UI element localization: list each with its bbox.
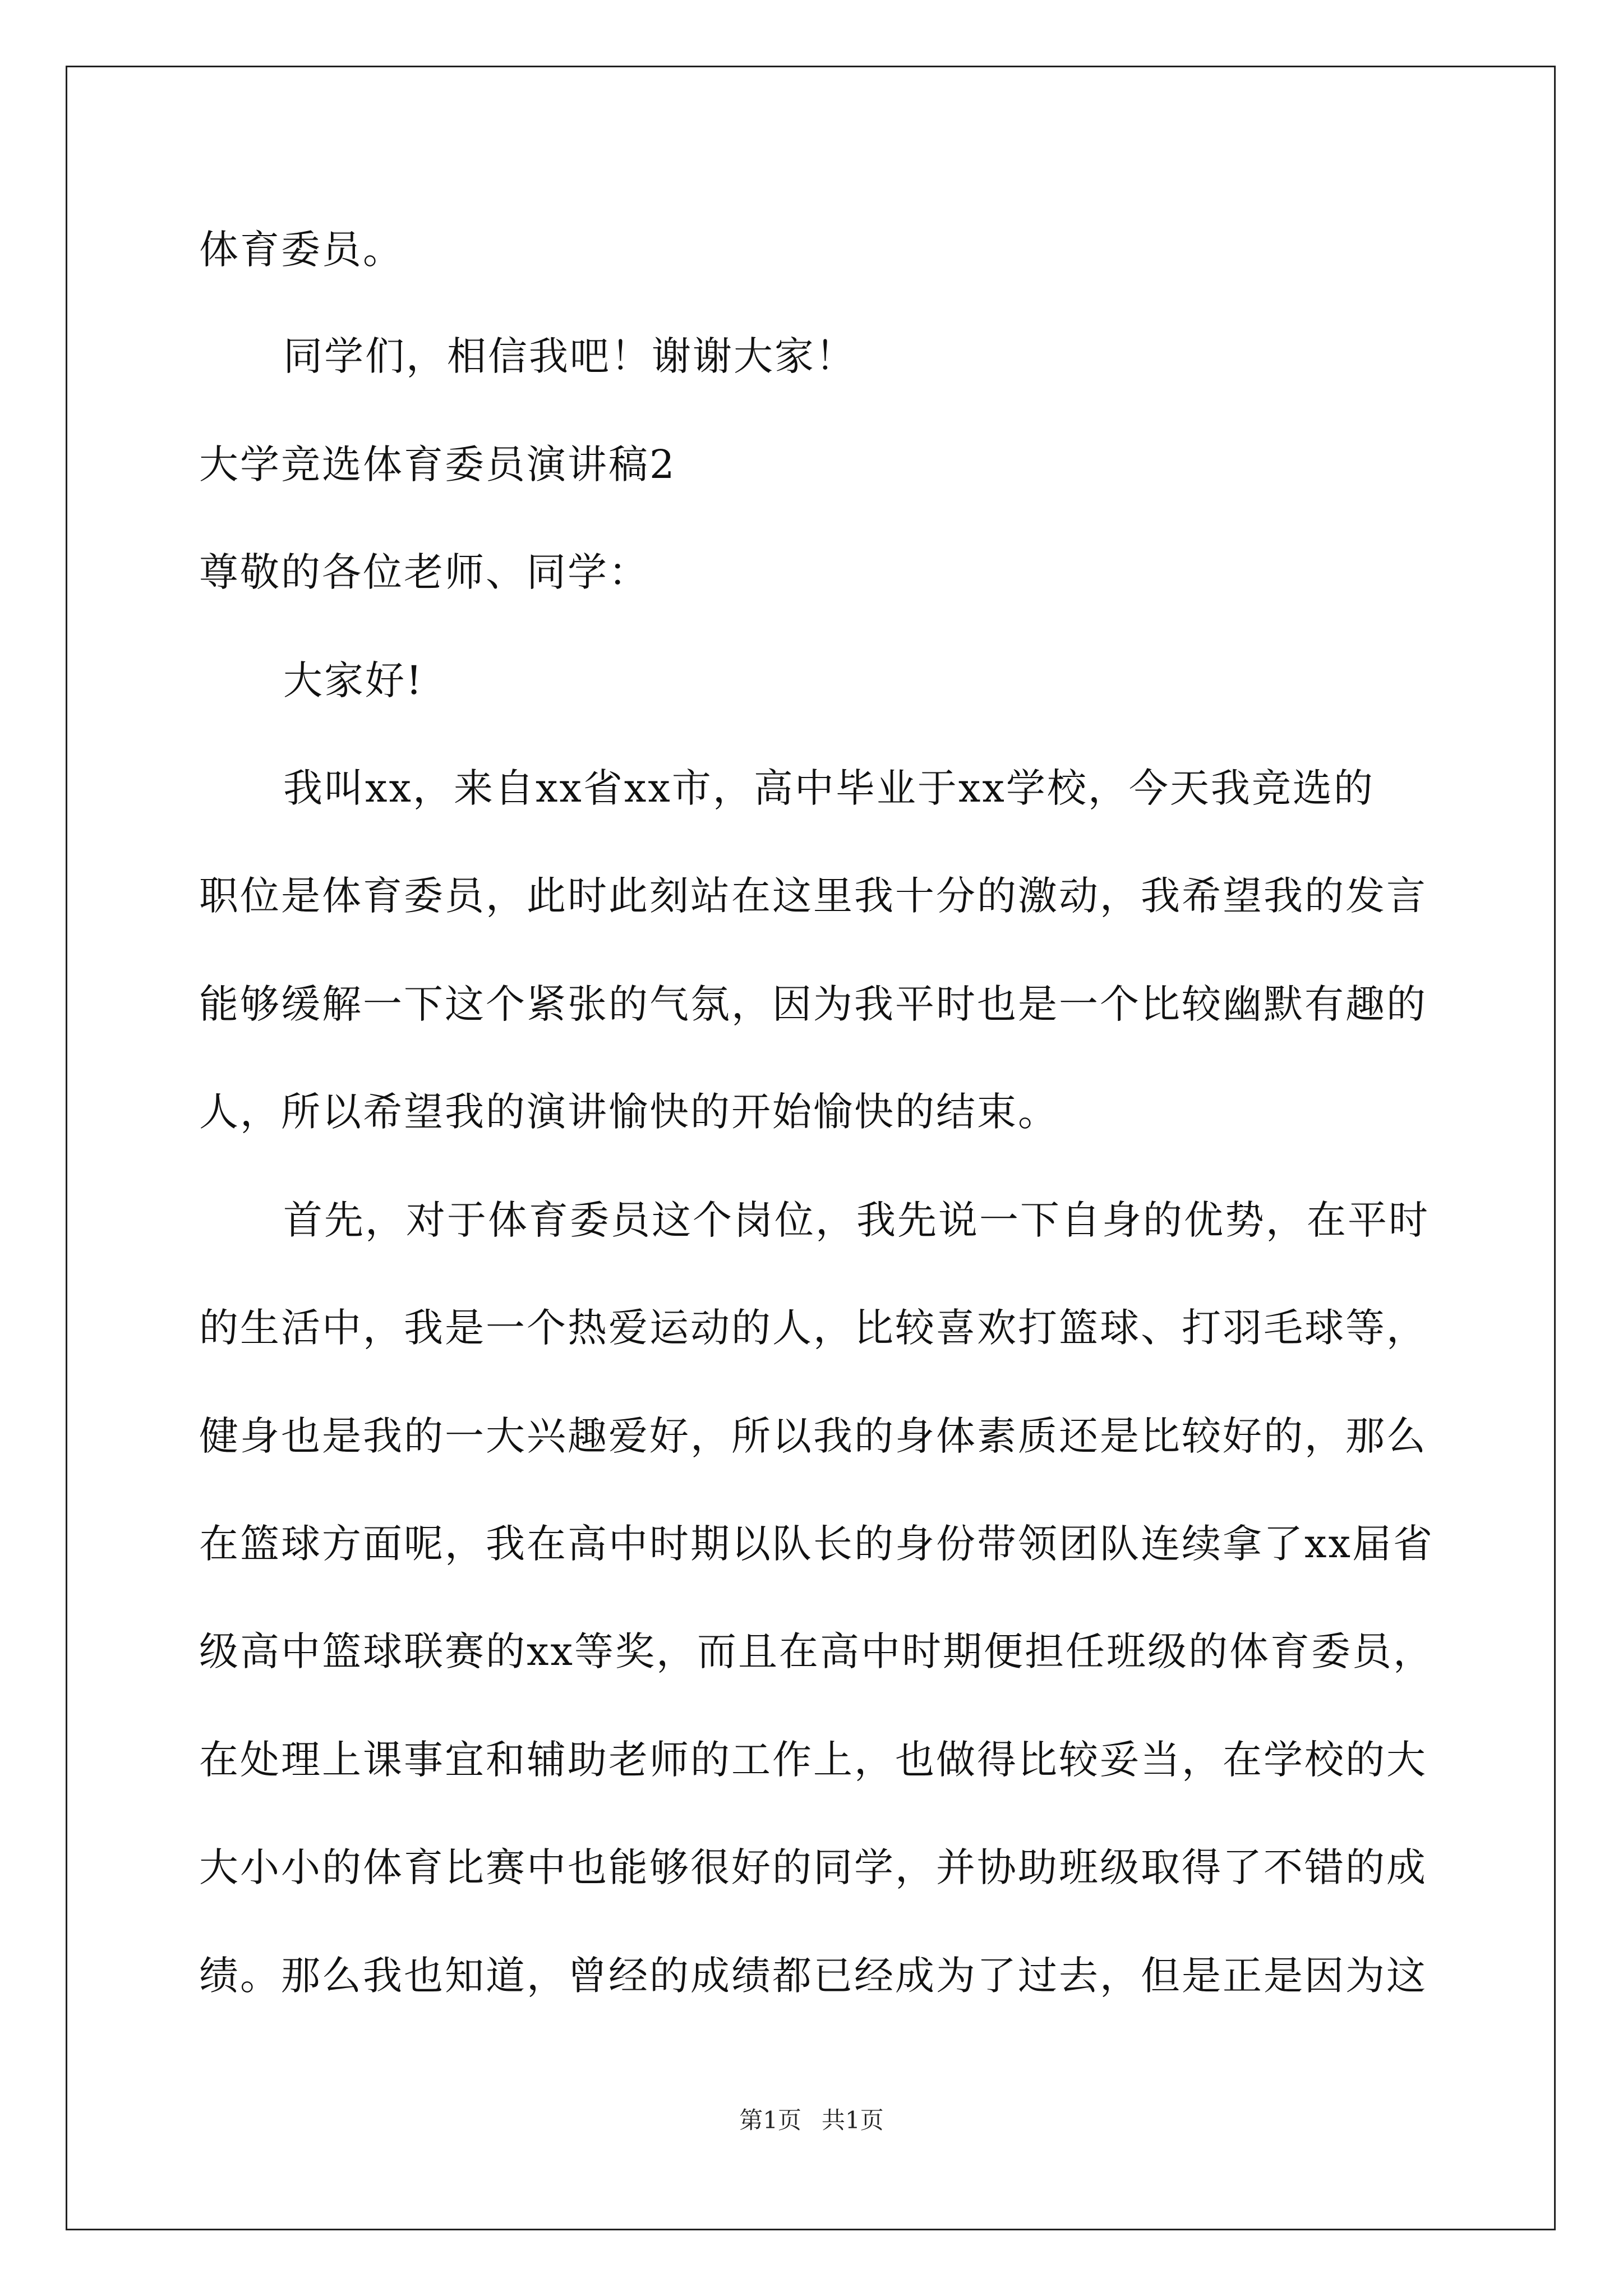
text-line: 在处理上课事宜和辅助老师的工作上，也做得比较妥当，在学校的大 xyxy=(199,1737,1427,1783)
text-line: 的生活中，我是一个热爱运动的人，比较喜欢打篮球、打羽毛球等， xyxy=(199,1305,1427,1351)
page-number: 第1页 xyxy=(739,2106,801,2134)
text-line: 首先，对于体育委员这个岗位，我先说一下自身的优势，在平时 xyxy=(283,1197,1430,1243)
text-line: 同学们，相信我吧！谢谢大家！ xyxy=(283,333,856,379)
text-line: 在篮球方面呢，我在高中时期以队长的身份带领团队连续拿了xx届省 xyxy=(199,1521,1434,1567)
text-line: 职位是体育委员，此时此刻站在这里我十分的激动，我希望我的发言 xyxy=(199,873,1427,919)
page-total: 共1页 xyxy=(822,2106,884,2134)
section-title: 大学竞选体育委员演讲稿2 xyxy=(199,441,676,487)
salutation: 尊敬的各位老师、同学： xyxy=(199,549,649,595)
greeting: 大家好! xyxy=(283,657,424,703)
text-line: 能够缓解一下这个紧张的气氛，因为我平时也是一个比较幽默有趣的 xyxy=(199,981,1427,1027)
text-line: 我叫xx，来自xx省xx市，高中毕业于xx学校，今天我竞选的 xyxy=(283,765,1375,811)
text-line: 大小小的体育比赛中也能够很好的同学，并协助班级取得了不错的成 xyxy=(199,1844,1427,1890)
text-line: 级高中篮球联赛的xx等奖，而且在高中时期便担任班级的体育委员， xyxy=(199,1628,1434,1674)
text-line: 绩。那么我也知道，曾经的成绩都已经成为了过去，但是正是因为这 xyxy=(199,1953,1427,1999)
page-footer xyxy=(0,2104,1623,2137)
text-line: 人，所以希望我的演讲愉快的开始愉快的结束。 xyxy=(199,1089,1059,1135)
text-line: 体育委员。 xyxy=(199,227,404,273)
page-border xyxy=(66,66,1556,2230)
text-line: 健身也是我的一大兴趣爱好，所以我的身体素质还是比较好的，那么 xyxy=(199,1413,1427,1459)
